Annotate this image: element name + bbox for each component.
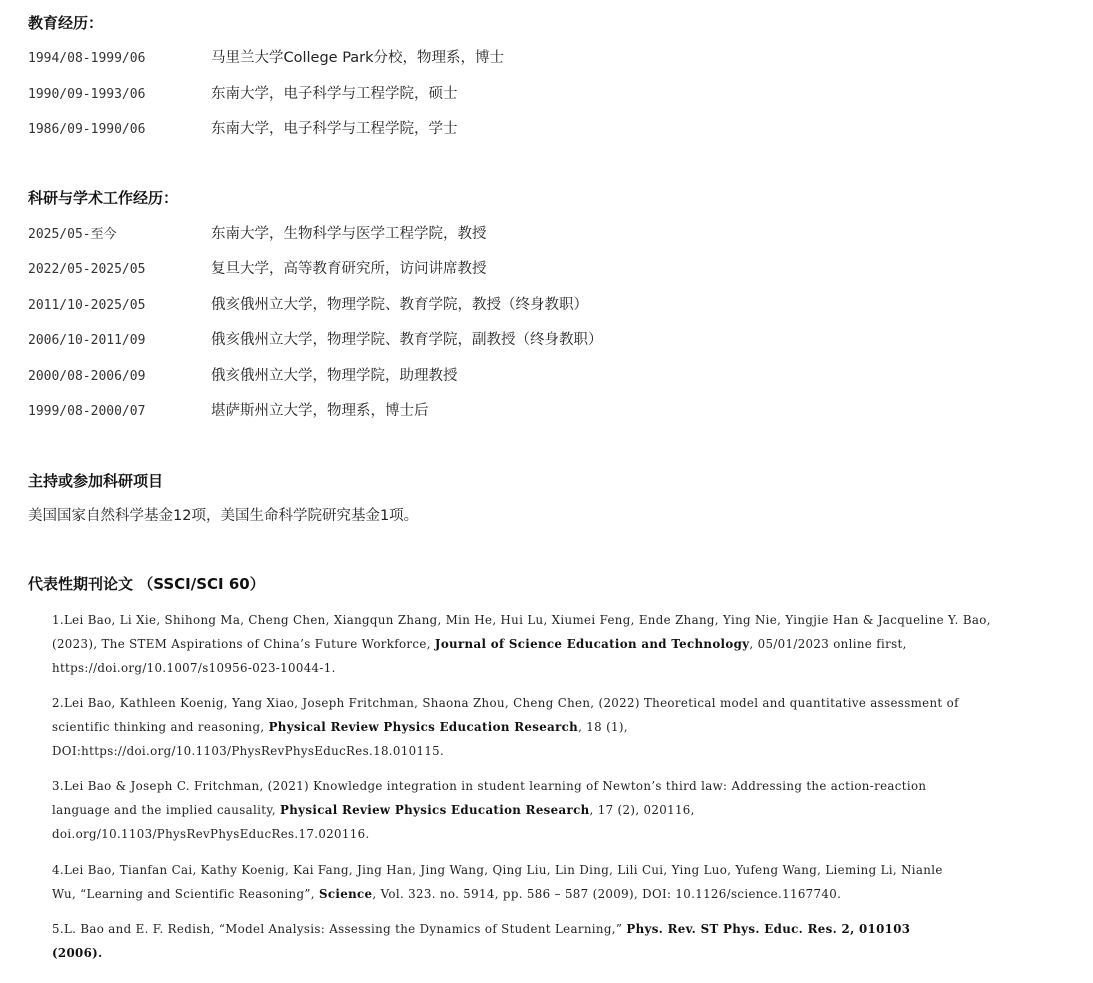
paper-5-journal: Phys. Rev. ST Phys. Educ. Res. 2, 010103 [626,922,911,936]
paper-4-line-1: 4.Lei Bao, Tianfan Cai, Kathy Koenig, Kai Fang, Jing Han, Jing Wang, Qing Liu, Lin Ding, Lili Cui, Ying Luo, Yufeng Wang, Lieming Li, Nianle [52,863,943,877]
work-date-6: 1999/08-2000/07 [28,404,146,419]
education-heading: 教育经历： [28,14,104,32]
work-heading: 科研与学术工作经历： [28,189,179,207]
paper-4-journal: Science [318,887,373,901]
paper-5-year: (2006). [52,946,103,960]
paper-2-line-3: DOI:https://doi.org/10.1103/PhysRevPhysEducRes.18.010115. [52,744,445,758]
work-desc-1: 东南大学，生物科学与医学工程学院，教授 [211,226,487,242]
work-desc-3: 俄亥俄州立大学，物理学院、教育学院，教授（终身教职） [211,297,588,313]
papers-heading: 代表性期刊论文 （SSCI/SCI 60） [28,575,265,593]
education-date-3: 1986/09-1990/06 [28,122,146,137]
paper-4-line-2: Wu, “Learning and Scientific Reasoning”, Science, Vol. 323. no. 5914, pp. 586 – 587 (2009), DOI: 10.1126/science.1167740. [52,887,842,901]
work-date-1: 2025/05-至今 [28,227,117,242]
education-desc-2: 东南大学，电子科学与工程学院，硕士 [211,86,458,102]
paper-2-line-2: scientific thinking and reasoning, Physical Review Physics Education Research, 18 (1), [52,720,628,734]
paper-3-journal: Physical Review Physics Education Research [280,803,590,817]
education-date-2: 1990/09-1993/06 [28,87,146,102]
work-date-3: 2011/10-2025/05 [28,298,146,313]
paper-1-line-3: https://doi.org/10.1007/s10956-023-10044-1. [52,661,336,675]
work-date-2: 2022/05-2025/05 [28,262,146,277]
paper-1-line-1: 1.Lei Bao, Li Xie, Shihong Ma, Cheng Chen, Xiangqun Zhang, Min He, Hui Lu, Xiumei Feng, Ende Zhang, Ying Nie, Yingjie Han & Jacqueline Y. Bao, [52,613,991,627]
education-desc-3: 东南大学，电子科学与工程学院，学士 [211,121,458,137]
work-date-4: 2006/10-2011/09 [28,333,146,348]
paper-2-line-1: 2.Lei Bao, Kathleen Koenig, Yang Xiao, Joseph Fritchman, Shaona Zhou, Cheng Chen, (2022) Theoretical model and quantitative assessment of [52,696,959,710]
paper-5-line-2 [52,944,103,962]
work-desc-6: 堪萨斯州立大学，物理系，博士后 [211,403,429,419]
paper-3-line-1: 3.Lei Bao & Joseph C. Fritchman, (2021) Knowledge integration in student learning of Newton’s third law: Addressing the action-reaction [52,779,927,793]
education-desc-1: 马里兰大学College Park分校，物理系，博士 [211,50,505,66]
projects-text: 美国国家自然科学基金12项，美国生命科学院研究基金1项。 [28,508,419,524]
paper-2-journal: Physical Review Physics Education Research [268,720,579,734]
paper-3-line-2: language and the implied causality, Physical Review Physics Education Research, 17 (2), 020116, [52,803,695,817]
work-date-5: 2000/08-2006/09 [28,369,146,384]
education-date-1: 1994/08-1999/06 [28,51,146,66]
paper-1-line-2: (2023), The STEM Aspirations of China’s Future Workforce, Journal of Science Education and Technology, 05/01/2023 online first, [52,637,907,651]
projects-heading: 主持或参加科研项目 [28,472,164,490]
work-desc-2: 复旦大学，高等教育研究所，访问讲席教授 [211,261,487,277]
paper-3-line-3: doi.org/10.1103/PhysRevPhysEducRes.17.020116. [52,827,370,841]
work-desc-5: 俄亥俄州立大学，物理学院，助理教授 [211,368,458,384]
paper-5-line-1: 5.L. Bao and E. F. Redish, “Model Analysis: Assessing the Dynamics of Student Learning,” Phys. Rev. ST Phys. Educ. Res. 2, 010103 [52,922,911,936]
work-desc-4: 俄亥俄州立大学，物理学院、教育学院，副教授（终身教职） [211,332,603,348]
paper-1-journal: Journal of Science Education and Technology [434,637,750,651]
